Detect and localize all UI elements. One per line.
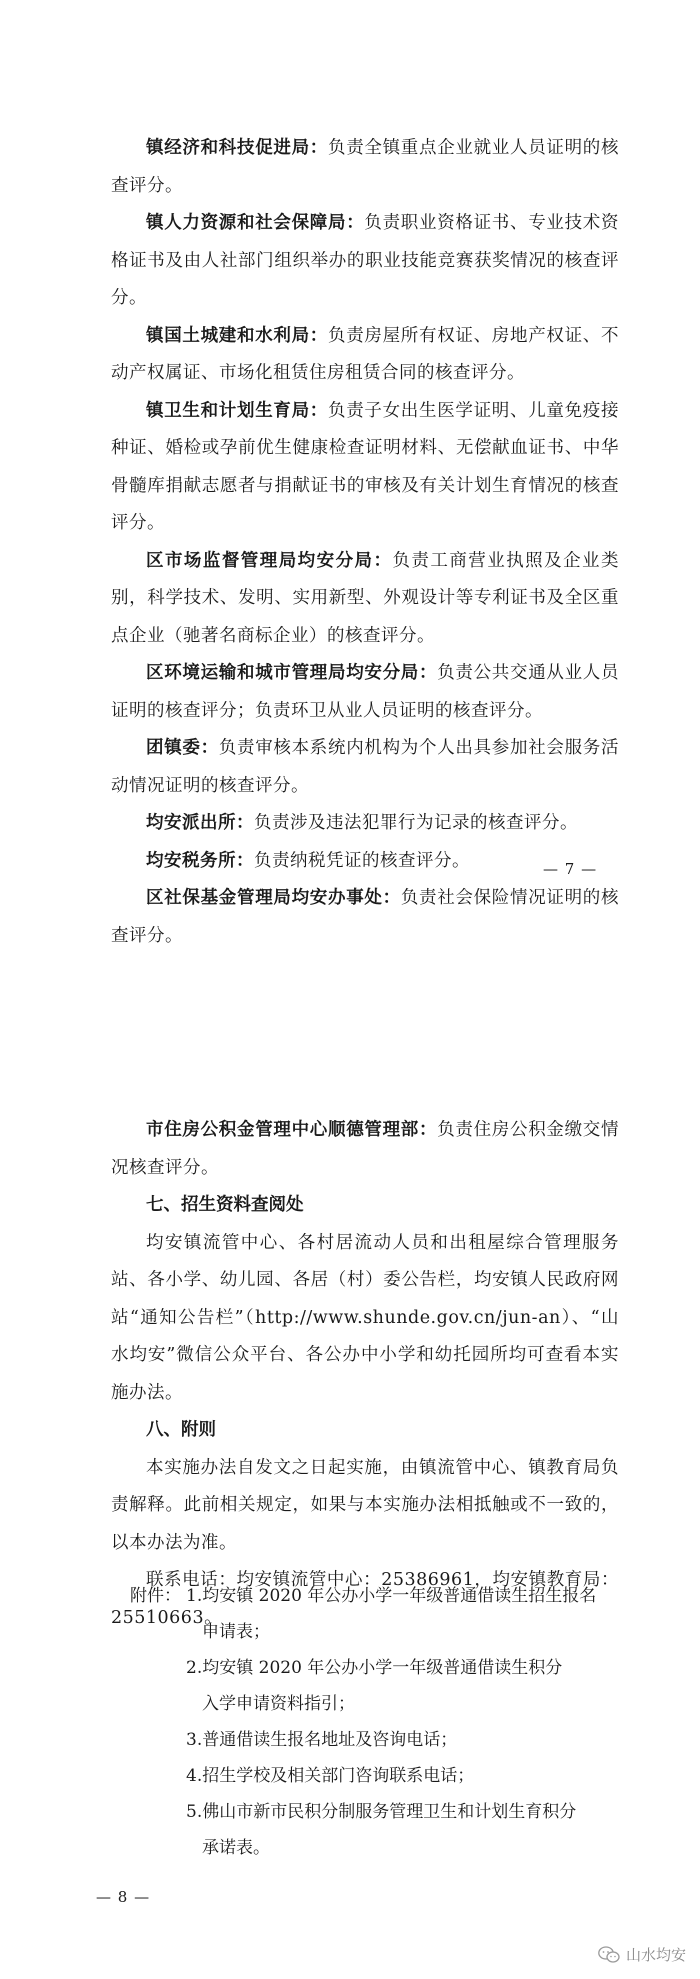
agency-name: 镇经济和科技促进局： — [146, 138, 328, 158]
paragraph-text: 负责房屋所有权证、房地产权证、不动产权属证、市场化租赁住房租赁合同的核查评分。 — [111, 325, 619, 383]
document-page-7 — [0, 0, 700, 946]
page-7-body — [111, 130, 619, 955]
paragraph-text: 负责职业资格证书、专业技术资格证书及由人社部门组织举办的职业技能竞赛获奖情况的核查评分。 — [111, 213, 620, 308]
paragraph — [111, 1112, 619, 1187]
paragraph — [111, 880, 619, 955]
paragraph-text: 负责涉及违法犯罪行为记录的核查评分。 — [254, 813, 578, 833]
list-item-continuation — [186, 1830, 630, 1866]
section-heading: 七、招生资料查阅处 — [146, 1195, 304, 1215]
paragraph: 本实施办法自发文之日起实施，由镇流管中心、镇教育局负责解释。此前相关规定，如果与本实施办法相抵触或不一致的，以本办法为准。 — [111, 1457, 619, 1553]
paragraph-text: 负责社会保险情况证明的核查评分。 — [111, 888, 620, 946]
agency-name: 团镇委： — [146, 738, 219, 758]
paragraph — [111, 805, 619, 843]
paragraph — [111, 130, 619, 205]
list-item — [186, 1722, 630, 1758]
agency-name: 镇人力资源和社会保障局： — [146, 213, 365, 233]
paragraph — [111, 393, 619, 543]
paragraph-text: 负责公共交通从业人员证明的核查评分；负责环卫从业人员证明的核查评分。 — [111, 663, 620, 721]
attachment-title: 4.招生学校及相关部门咨询联系电话； — [186, 1766, 475, 1786]
paragraph — [111, 318, 619, 393]
agency-name: 区环境运输和城市管理局均安分局： — [146, 663, 438, 683]
list-item — [186, 1758, 630, 1794]
attachment-title: 1.均安镇 2020 年公办小学一年级普通借读生招生报名 — [186, 1586, 597, 1606]
attachment-title: 3.普通借读生报名地址及咨询电话； — [186, 1730, 458, 1750]
paragraph-text: 负责全镇重点企业就业人员证明的核查评分。 — [111, 138, 619, 196]
attachment-title: 5.佛山市新市民积分制服务管理卫生和计划生育积分 — [186, 1802, 577, 1822]
list-item — [186, 1650, 630, 1686]
page-number: — 7 — — [543, 860, 598, 878]
paragraph: 均安镇流管中心、各村居流动人员和出租屋综合管理服务站、各小学、幼儿园、各居（村）委公告栏，均安镇人民政府网站“通知公告栏”（http://www.shunde.gov.cn/jun-an）、“山水均安”微信公众平台、各公办中小学和幼托园所均可查看本实施办法。 — [111, 1232, 619, 1403]
list-item — [130, 1578, 630, 1614]
attachment-title: 2.均安镇 2020 年公办小学一年级普通借读生积分 — [186, 1658, 563, 1678]
agency-name: 区社保基金管理局均安办事处： — [146, 888, 401, 908]
section-heading: 八、附则 — [146, 1420, 216, 1440]
paragraph-text: 负责工商营业执照及企业类别，科学技术、发明、实用新型、外观设计等专利证书及全区重点企业（驰著名商标企业）的核查评分。 — [111, 550, 620, 646]
attachment-title-cont: 申请表； — [202, 1622, 270, 1642]
list-item-continuation — [186, 1614, 630, 1650]
agency-name: 均安派出所： — [146, 813, 254, 833]
paragraph-text: 负责纳税凭证的核查评分。 — [254, 850, 470, 871]
paragraph — [111, 543, 619, 656]
watermark — [598, 1944, 686, 1965]
watermark-text: 山水均安 — [625, 1946, 686, 1964]
agency-name: 区市场监督管理局均安分局： — [146, 550, 393, 571]
contact-paragraph: 联系电话：均安镇流管中心：25386961，均安镇教育局：25510663。 — [111, 1570, 619, 1628]
wechat-icon — [598, 1946, 620, 1964]
list-item-continuation — [186, 1686, 630, 1722]
attachment-title-cont: 承诺表。 — [202, 1838, 270, 1858]
attachment-title-cont: 入学申请资料指引； — [202, 1694, 355, 1714]
list-item — [186, 1794, 630, 1830]
page-number: — 8 — — [96, 1888, 151, 1906]
attachments-label: 附件： — [130, 1586, 181, 1606]
paragraph — [111, 655, 619, 730]
paragraph — [111, 205, 619, 318]
agency-name: 镇卫生和计划生育局： — [146, 400, 328, 421]
agency-name: 镇国土城建和水利局： — [146, 325, 328, 346]
paragraph-text: 负责审核本系统内机构为个人出具参加社会服务活动情况证明的核查评分。 — [111, 738, 620, 796]
agency-name: 市住房公积金管理中心顺德管理部： — [146, 1120, 438, 1140]
paragraph — [111, 730, 619, 805]
paragraph-text: 负责子女出生医学证明、儿童免疫接种证、婚检或孕前优生健康检查证明材料、无偿献血证书、中华骨髓库捐献志愿者与捐献证书的审核及有关计划生育情况的核查评分。 — [111, 400, 619, 533]
paragraph-text: 负责住房公积金缴交情况核查评分。 — [111, 1120, 620, 1178]
attachments-list — [130, 1578, 630, 1866]
agency-name: 均安税务所： — [146, 850, 254, 871]
page-8-body — [111, 1112, 619, 1637]
